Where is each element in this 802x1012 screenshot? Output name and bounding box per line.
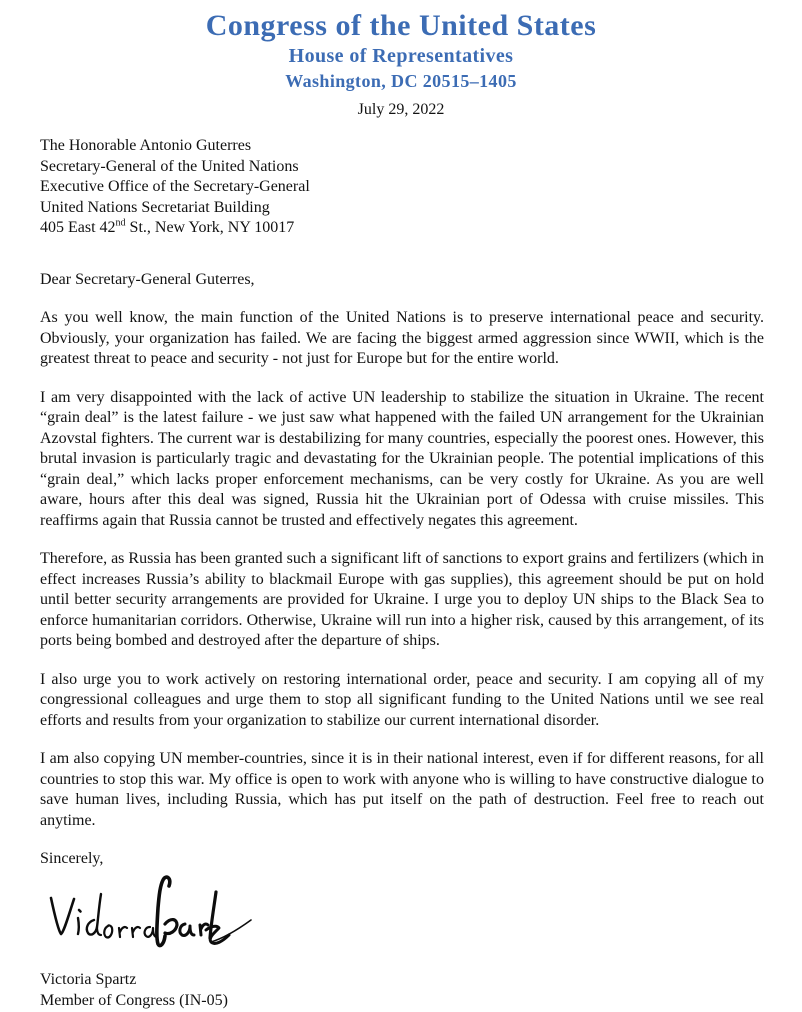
recipient-name: The Honorable Antonio Guterres (40, 137, 252, 154)
letterhead-congress-line: Congress of the United States (205, 9, 597, 42)
paragraph-2: I am very disappointed with the lack of active UN leadership to stabilize the situation in Ukraine. The recent “grain deal” is the latest failure - we just saw what happened with the failed UN arrangement for the Ukrainian Azovstal fighters. The current war is destabilizing for many countries, especially the poorest ones. However, this brutal invasion is particularly tragic and devastating for the Ukrainian people. The potential implications of this “grain deal,” which lacks proper enforcement mechanisms, can be very costly for Ukraine. As you are well aware, hours after this deal was signed, Russia hit the Ukrainian port of Odessa with cruise missiles. This reaffirms again that Russia cannot be trusted and effectively negates this agreement. (40, 388, 764, 529)
closing-salutation: Sincerely, (40, 850, 104, 867)
paragraph-4: I also urge you to work actively on restoring international order, peace and security. I am copying all of my congressional colleagues and urge them to stop all significant funding to the United Nations until we see real efforts and results from your organization to stabilize our current international disorder. (40, 670, 764, 729)
signature-block (44, 872, 802, 968)
letterhead (0, 0, 802, 92)
address-prefix: 405 East 42 (40, 219, 116, 236)
letter-date: July 29, 2022 (357, 101, 445, 118)
recipient-building: United Nations Secretariat Building (40, 198, 270, 216)
recipient-block (40, 136, 764, 239)
recipient-office: Executive Office of the Secretary-General (40, 178, 310, 195)
signer-name: Victoria Spartz (40, 970, 137, 988)
paragraph-5: I am also copying UN member-countries, since it is in their national interest, even if for different reasons, for all countries to stop this war. My office is open to work with anyone who is willing to have constructive dialogue to save human lives, including Russia, which has put itself on the path of destruction. Feel free to reach out anytime. (40, 750, 764, 829)
handwritten-signature-icon (44, 872, 256, 968)
paragraph-3: Therefore, as Russia has been granted such a significant lift of sanctions to export grains and fertilizers (which in effect increases Russia’s ability to blackmail Europe with gas supplies), this agreement should be put on hold until better security arrangements are provided for Ukraine. I urge you to deploy UN ships to the Black Sea to enforce humanitarian corridors. Otherwise, Ukraine will run into a higher risk, caused by this arrangement, of its ports being bombed and destroyed after the departure of ships. (40, 550, 764, 649)
address-suffix: St., New York, NY 10017 (125, 219, 295, 236)
letterhead-address-line: Washington, DC 20515–1405 (285, 71, 517, 91)
address-ordinal-superscript: nd (115, 217, 126, 229)
signer-title: Member of Congress (IN-05) (40, 992, 228, 1009)
recipient-street-address (40, 218, 764, 239)
recipient-role: Secretary-General of the United Nations (40, 157, 299, 175)
letterhead-house-line: House of Representatives (288, 45, 514, 67)
paragraph-1: As you well know, the main function of the United Nations is to preserve international peace and security. Obviously, your organization has failed. We are facing the biggest armed aggression since WWII, which is the greatest threat to peace and security - not just for Europe but for the entire world. (40, 309, 764, 367)
letter-body (40, 270, 764, 870)
salutation: Dear Secretary-General Guterres, (40, 270, 255, 288)
